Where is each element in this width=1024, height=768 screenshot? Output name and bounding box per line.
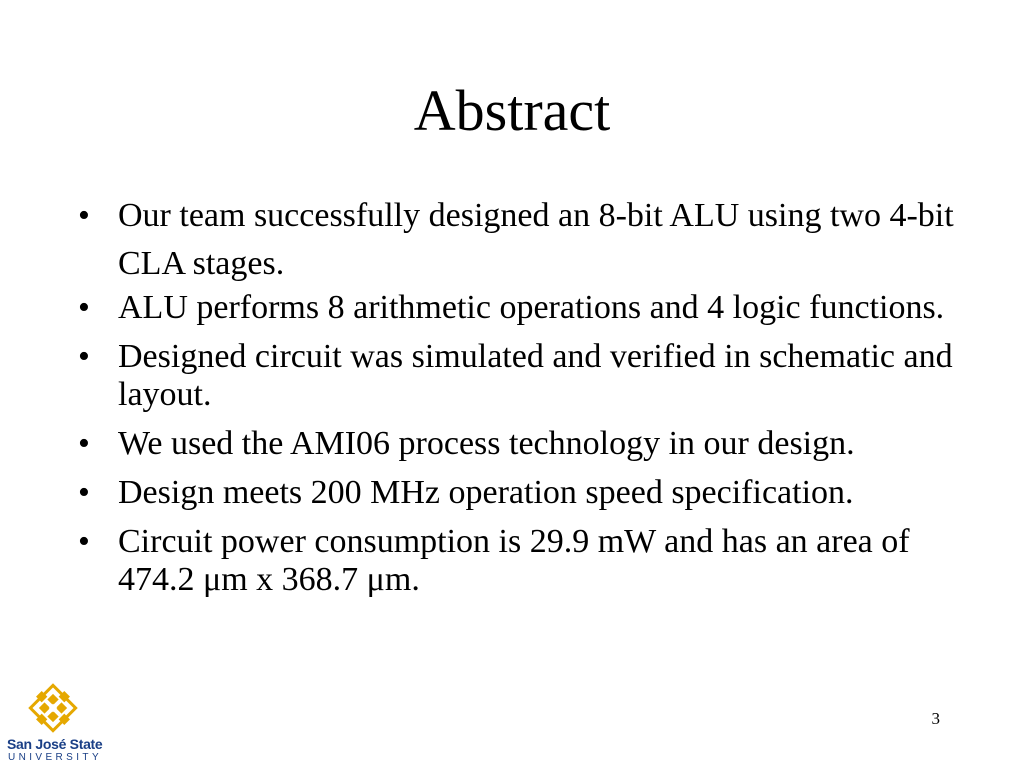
bullet-item [78,192,958,288]
bullet-text: We used the AMI06 process technology in our design. [118,425,855,462]
logo-university-subtitle: UNIVERSITY [8,752,103,763]
bullet-item [78,338,958,414]
bullet-item [78,523,958,599]
bullet-glyph: • [78,474,90,511]
logo-university-name: San José State [7,736,103,752]
bullet-text: Circuit power consumption is 29.9 mW and has an area of 474.2 μm x 368.7 μm. [118,523,910,598]
bullet-list [78,192,958,610]
bullet-item [78,425,958,463]
page-number: 3 [931,709,940,728]
bullet-glyph: • [78,425,90,462]
bullet-text: Designed circuit was simulated and verified in schematic and layout. [118,338,953,413]
bullet-item [78,474,958,512]
bullet-text: Our team successfully designed an 8-bit ALU using two 4-bit CLA stages. [118,197,954,282]
bullet-text: ALU performs 8 arithmetic operations and 4 logic functions. [118,289,945,326]
bullet-glyph: • [78,289,90,326]
bullet-glyph: • [78,523,90,560]
sjsu-emblem-icon [27,682,79,734]
bullet-glyph: • [78,197,90,234]
bullet-item [78,289,958,327]
slide-title: Abstract [413,78,611,143]
bullet-text: Design meets 200 MHz operation speed specification. [118,474,854,511]
university-logo [0,680,110,768]
bullet-glyph: • [78,338,90,375]
